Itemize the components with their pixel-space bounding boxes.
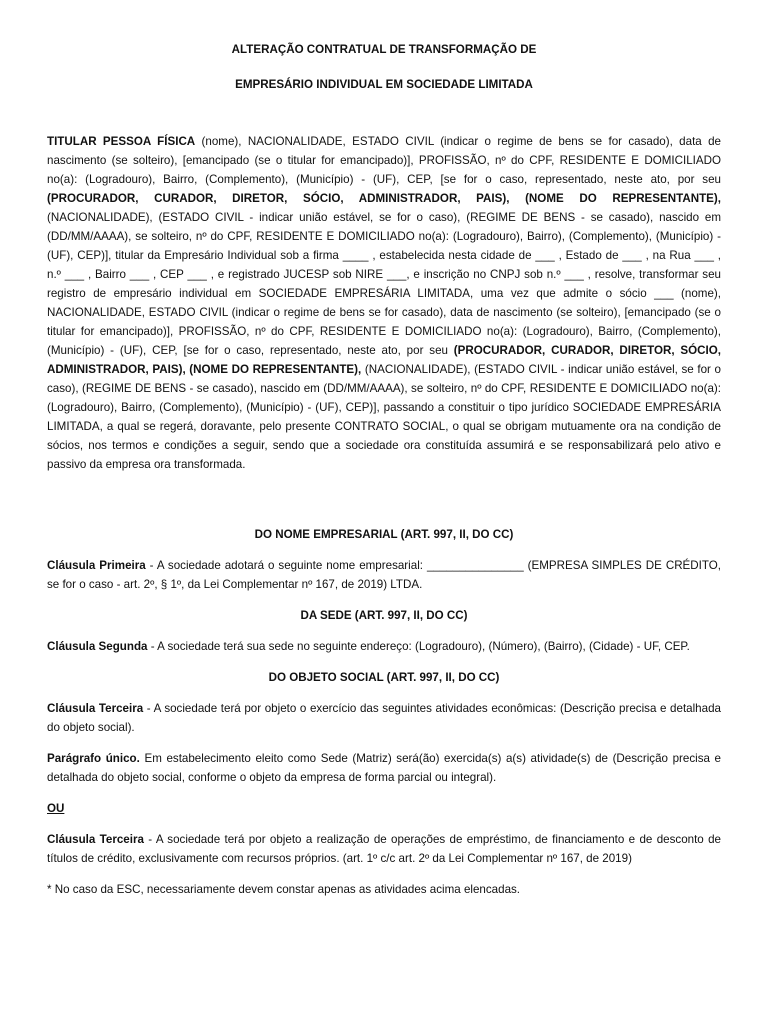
clausula-terceira [47,699,721,737]
document-page [47,40,721,911]
text-run: - A sociedade terá sua sede no seguinte endereço: (Logradouro), (Número), (Bairro), (Cidade) - UF, CEP. [147,640,690,653]
bold-run: Cláusula Terceira [47,833,144,846]
text-run: (nome), NACIONALIDADE, ESTADO CIVIL (indicar o regime de bens se for casado), data de nascimento (se solteiro), [emancipado (se o titular for emancipado)], PROFISSÃO, nº do CPF, RESIDENTE E DOMICILIADO no(a): (Logradouro), Bairro, (Complemento), (Município) - (UF), CEP, [se for o caso, representado, neste ato, por seu [47,135,721,186]
clausula-segunda [47,637,721,656]
bold-run: Parágrafo único. [47,752,140,765]
text-run: - A sociedade terá por objeto a realização de operações de empréstimo, de financiamento e de desconto de títulos de crédito, exclusivamente com recursos próprios. (art. 1º c/c art. 2º da Lei Complementar nº 167, de 2019) [47,833,721,865]
bold-run: Cláusula Primeira [47,559,146,572]
document-title-line-2: EMPRESÁRIO INDIVIDUAL EM SOCIEDADE LIMITADA [235,78,533,91]
text-run: Em estabelecimento eleito como Sede (Matriz) será(ão) exercida(s) a(s) atividade(s) de (Descrição precisa e detalhada do objeto social, conforme o objeto da empresa de forma parcial ou integral). [47,752,721,784]
clausula-terceira-alternativa [47,830,721,868]
bold-run: (PROCURADOR, CURADOR, DIRETOR, SÓCIO, ADMINISTRADOR, PAIS), (NOME DO REPRESENTANTE), [47,344,721,376]
text-run: - A sociedade terá por objeto o exercício das seguintes atividades econômicas: (Descrição precisa e detalhada do objeto social). [47,702,721,734]
spacer [47,486,721,525]
document-title-line-1: ALTERAÇÃO CONTRATUAL DE TRANSFORMAÇÃO DE [231,43,537,56]
clausula-primeira [47,556,721,594]
section-heading-objeto: DO OBJETO SOCIAL (ART. 997, II, DO CC) [268,671,500,684]
bold-run: Cláusula Segunda [47,640,148,653]
bold-run: (PROCURADOR, CURADOR, DIRETOR, SÓCIO, ADMINISTRADOR, PAIS), (NOME DO REPRESENTANTE), [47,192,721,205]
alternative-marker: OU [47,802,65,815]
footnote: * No caso da ESC, necessariamente devem constar apenas as atividades acima elencadas. [47,883,521,896]
text-run: - A sociedade adotará o seguinte nome empresarial: _______________ (EMPRESA SIMPLES DE CRÉDITO, se for o caso - art. 2º, § 1º, da Lei Complementar nº 167, de 2019) LTDA. [47,559,721,591]
intro-paragraph [47,132,721,474]
section-heading-sede: DA SEDE (ART. 997, II, DO CC) [300,609,468,622]
bold-run: TITULAR PESSOA FÍSICA [47,135,196,148]
bold-run: Cláusula Terceira [47,702,144,715]
text-run: (NACIONALIDADE), (ESTADO CIVIL - indicar união estável, se for o caso), (REGIME DE BENS - se casado), nascido em (DD/MM/AAAA), se solteiro, nº do CPF, RESIDENTE E DOMICILIADO no(a): (Logradouro), Bairro, (Complemento), (Município) - (UF), CEP)], passando a constituir o tipo jurídico SOCIEDADE EMPRESÁRIA LIMITADA, a qual se regerá, doravante, pelo presente CONTRATO SOCIAL, o qual se obrigam mutuamente ora na condição de sócios, nos termos e condições a seguir, sendo que a sociedade ora constituída assumirá e se responsabilizará pelo ativo e passivo da empresa ora transformada. [47,363,721,471]
section-heading-nome: DO NOME EMPRESARIAL (ART. 997, II, DO CC) [254,528,514,541]
paragrafo-unico [47,749,721,787]
text-run: (NACIONALIDADE), (ESTADO CIVIL - indicar união estável, se for o caso), (REGIME DE BENS - se casado), nascido em (DD/MM/AAAA), se solteiro, nº do CPF, RESIDENTE E DOMICILIADO no(a): (Logradouro), Bairro), (Complemento), (Município) - (UF), CEP)], titular da Empresário Individual sob a firma ____ , estabelecida nesta cidade de ___ , Estado de ___ , na Rua ___ , n.º ___ , Bairro ___ , CEP ___ , e registrado JUCESP sob NIRE ___, e inscrição no CNPJ sob n.º ___ , resolve, transformar seu registro de empresário individual em SOCIEDADE EMPRESÁRIA LIMITADA, uma vez que admite o sócio ___ (nome), NACIONALIDADE, ESTADO CIVIL (indicar o regime de bens se for casado), data de nascimento (se solteiro), [emancipado (se o titular for emancipado)], PROFISSÃO, nº do CPF, RESIDENTE E DOMICILIADO no(a): (Logradouro), Bairro, (Complemento), (Município) - (UF), CEP, [se for o caso, representado, neste ato, por seu [47,211,721,357]
